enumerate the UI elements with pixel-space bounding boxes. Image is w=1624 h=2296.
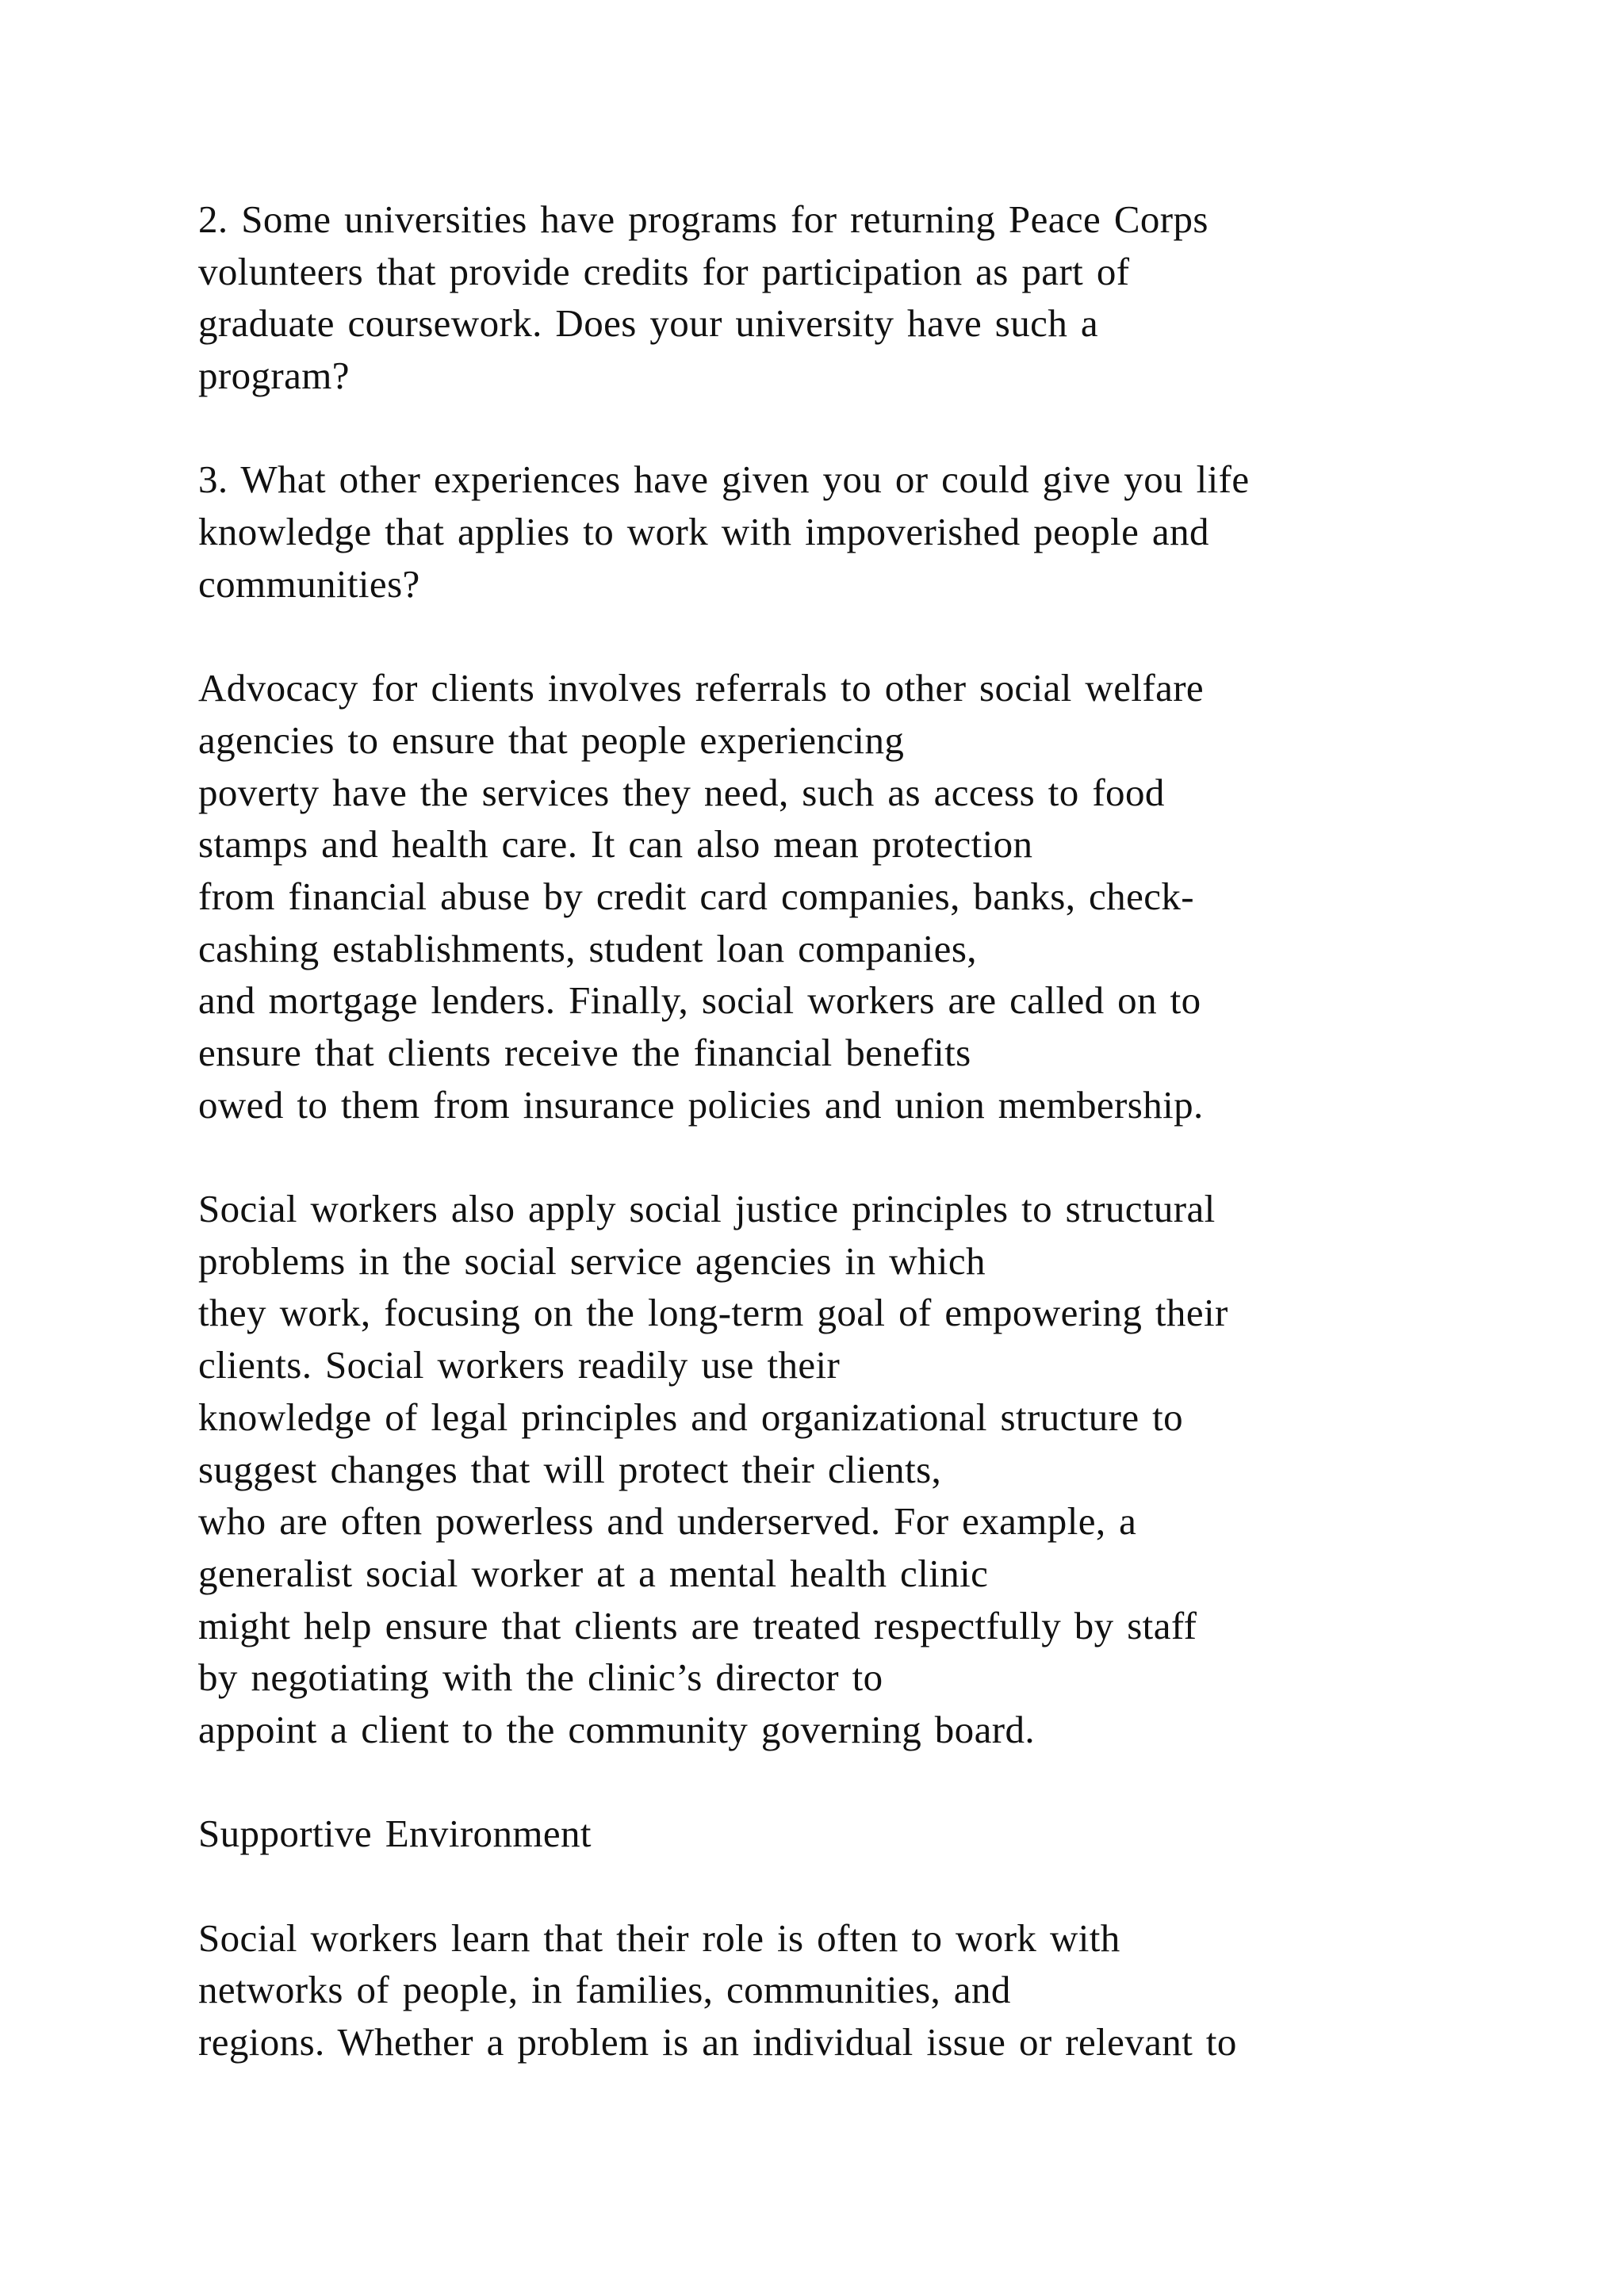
text-line: knowledge that applies to work with impoverished people and: [198, 510, 1209, 554]
text-line: clients. Social workers readily use their: [198, 1343, 841, 1387]
text-line: appoint a client to the community governing board.: [198, 1707, 1035, 1751]
text-line: program?: [198, 354, 350, 398]
paragraph-supportive-environment: [198, 1912, 1594, 2068]
text-line: cashing establishments, student loan companies,: [198, 926, 977, 970]
text-line: who are often powerless and underserved. For example, a: [198, 1499, 1137, 1544]
document-body: [198, 193, 1594, 2068]
paragraph-spacer: [198, 402, 1594, 454]
text-line: stamps and health care. It can also mean protection: [198, 822, 1033, 867]
paragraph-advocacy: [198, 662, 1594, 1131]
text-line: Social workers learn that their role is often to work with: [198, 1915, 1120, 1960]
paragraph-spacer: [198, 1131, 1594, 1183]
paragraph-question-2: [198, 193, 1594, 402]
paragraph-spacer: [198, 610, 1594, 663]
text-line: problems in the social service agencies in which: [198, 1238, 986, 1283]
text-line: ensure that clients receive the financial benefits: [198, 1031, 971, 1074]
text-line: Advocacy for clients involves referrals to other social welfare: [198, 666, 1205, 710]
text-line: 2. Some universities have programs for returning Peace Corps: [198, 197, 1208, 241]
text-line: by negotiating with the clinic’s director to: [198, 1655, 883, 1700]
text-line: communities?: [198, 561, 420, 606]
paragraph-social-justice: [198, 1183, 1594, 1756]
text-line: they work, focusing on the long-term goal of empowering their: [198, 1291, 1228, 1335]
text-line: poverty have the services they need, such as access to food: [198, 770, 1165, 814]
text-line: regions. Whether a problem is an individual issue or relevant to: [198, 2020, 1237, 2064]
section-heading: [198, 1808, 1594, 1860]
paragraph-spacer: [198, 1860, 1594, 1912]
paragraph-spacer: [198, 1756, 1594, 1808]
text-line: Social workers also apply social justice principles to structural: [198, 1187, 1216, 1231]
text-line: networks of people, in families, communities, and: [198, 1968, 1011, 2012]
text-line: and mortgage lenders. Finally, social workers are called on to: [198, 978, 1201, 1023]
text-line: agencies to ensure that people experiencing: [198, 718, 905, 762]
text-line: 3. What other experiences have given you or could give you life: [198, 457, 1250, 502]
text-line: volunteers that provide credits for participation as part of: [198, 249, 1130, 293]
text-line: from financial abuse by credit card companies, banks, check-: [198, 874, 1194, 918]
text-line: knowledge of legal principles and organizational structure to: [198, 1395, 1184, 1439]
section-heading-text: Supportive Environment: [198, 1812, 592, 1856]
paragraph-question-3: [198, 453, 1594, 610]
text-line: graduate coursework. Does your university have such a: [198, 301, 1099, 346]
text-line: generalist social worker at a mental health clinic: [198, 1551, 989, 1595]
text-line: owed to them from insurance policies and union membership.: [198, 1082, 1204, 1127]
text-line: suggest changes that will protect their clients,: [198, 1447, 942, 1491]
text-line: might help ensure that clients are treated respectfully by staff: [198, 1603, 1197, 1647]
